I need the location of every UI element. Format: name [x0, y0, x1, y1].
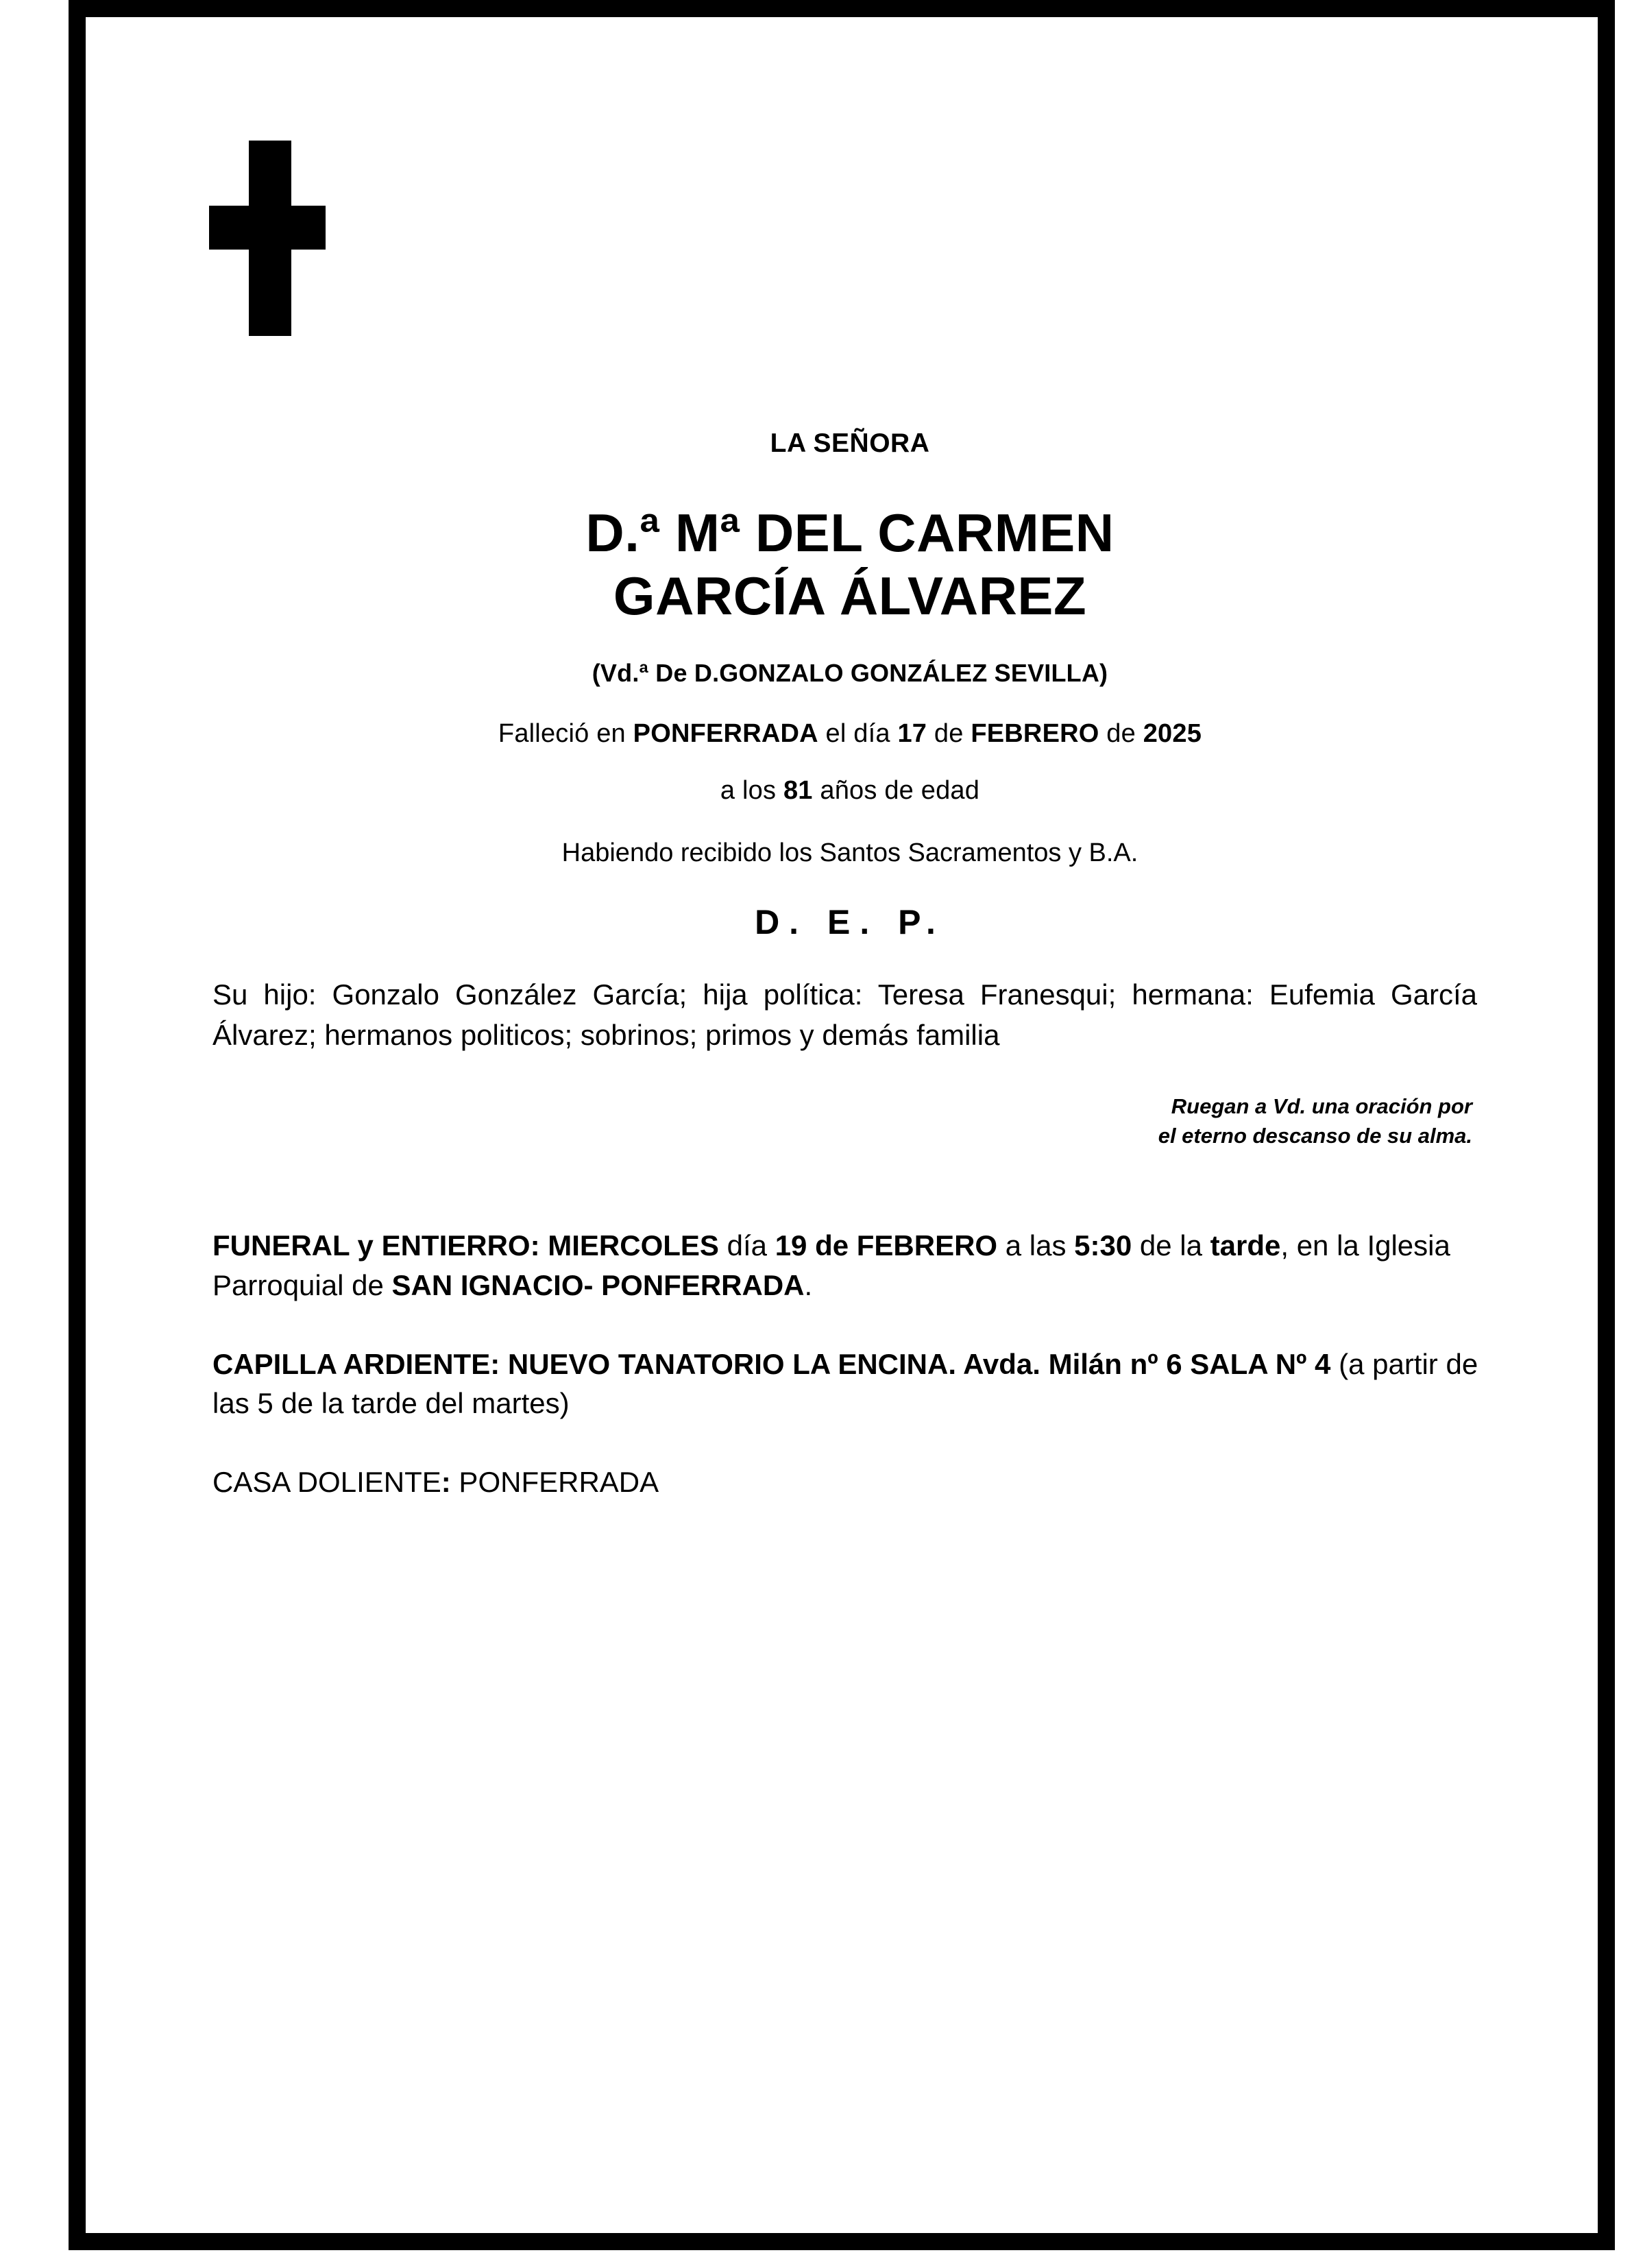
- content-column: [212, 17, 1487, 1501]
- age-value: 81: [783, 776, 813, 806]
- death-day: 17: [897, 719, 927, 749]
- capilla-note: (a partir de las 5 de la tarde del martes): [212, 1347, 1478, 1419]
- funeral-label: FUNERAL y ENTIERRO:: [212, 1229, 540, 1262]
- prayer-line-2: el eterno descanso de su alma.: [1158, 1124, 1472, 1148]
- casa-separator: :: [441, 1465, 451, 1498]
- funeral-weekday: MIERCOLES: [539, 1229, 719, 1262]
- funeral-end: .: [804, 1268, 813, 1301]
- funeral-time-text: a las: [997, 1229, 1075, 1262]
- funeral-day-text: día: [718, 1229, 775, 1262]
- surviving-family-paragraph: Su hijo: Gonzalo González García; hija política: Teresa Franesqui; hermana: Eufemia García Álvarez; hermanos politicos; sobrinos; primos y demás familia: [212, 978, 1477, 1051]
- death-age-line: [212, 776, 1487, 806]
- funeral-period: tarde: [1210, 1229, 1281, 1262]
- deceased-name-line-1: D.ª Mª DEL CARMEN: [585, 503, 1115, 563]
- funeral-location: SAN IGNACIO- PONFERRADA: [391, 1268, 805, 1301]
- funeral-location-text: , en la Iglesia Parroquial de: [212, 1229, 1450, 1301]
- capilla-label: CAPILLA ARDIENTE:: [212, 1347, 500, 1380]
- casa-label: CASA DOLIENTE: [212, 1465, 441, 1498]
- funeral-time: 5:30: [1074, 1229, 1132, 1262]
- age-suffix: años de edad: [812, 776, 980, 806]
- death-date-line: [212, 719, 1487, 749]
- death-mid: el día: [818, 719, 898, 749]
- obituary-card: [69, 0, 1615, 2250]
- funeral-time-tail: de la: [1132, 1229, 1210, 1262]
- funeral-date: 19 de FEBRERO: [775, 1229, 998, 1262]
- deceased-name-line-2: GARCÍA ÁLVAREZ: [613, 566, 1087, 627]
- casa-value: PONFERRADA: [450, 1465, 659, 1498]
- death-prefix: Falleció en: [498, 719, 633, 749]
- honorific-eyebrow: LA SEÑORA: [770, 429, 930, 458]
- prayer-request: [212, 1091, 1487, 1151]
- funeral-details: [212, 1226, 1487, 1304]
- spouse-note: (Vd.ª De D.GONZALO GONZÁLEZ SEVILLA): [592, 659, 1108, 688]
- capilla-ardiente-details: [212, 1344, 1487, 1423]
- death-place: PONFERRADA: [633, 719, 818, 749]
- death-year: 2025: [1143, 719, 1202, 749]
- casa-doliente-details: [212, 1462, 1487, 1501]
- capilla-venue: NUEVO TANATORIO LA ENCINA. Avda. Milán nº 6 SALA Nº 4: [500, 1347, 1331, 1380]
- age-prefix: a los: [720, 776, 783, 806]
- deceased-name: [212, 501, 1487, 627]
- death-of2: de: [1099, 719, 1143, 749]
- sacraments-line: Habiendo recibido los Santos Sacramentos y B.A.: [561, 839, 1138, 868]
- death-month: FEBRERO: [971, 719, 1099, 749]
- prayer-line-1: Ruegan a Vd. una oración por: [1171, 1094, 1472, 1118]
- rest-in-peace: D. E. P.: [755, 903, 945, 942]
- death-of: de: [927, 719, 971, 749]
